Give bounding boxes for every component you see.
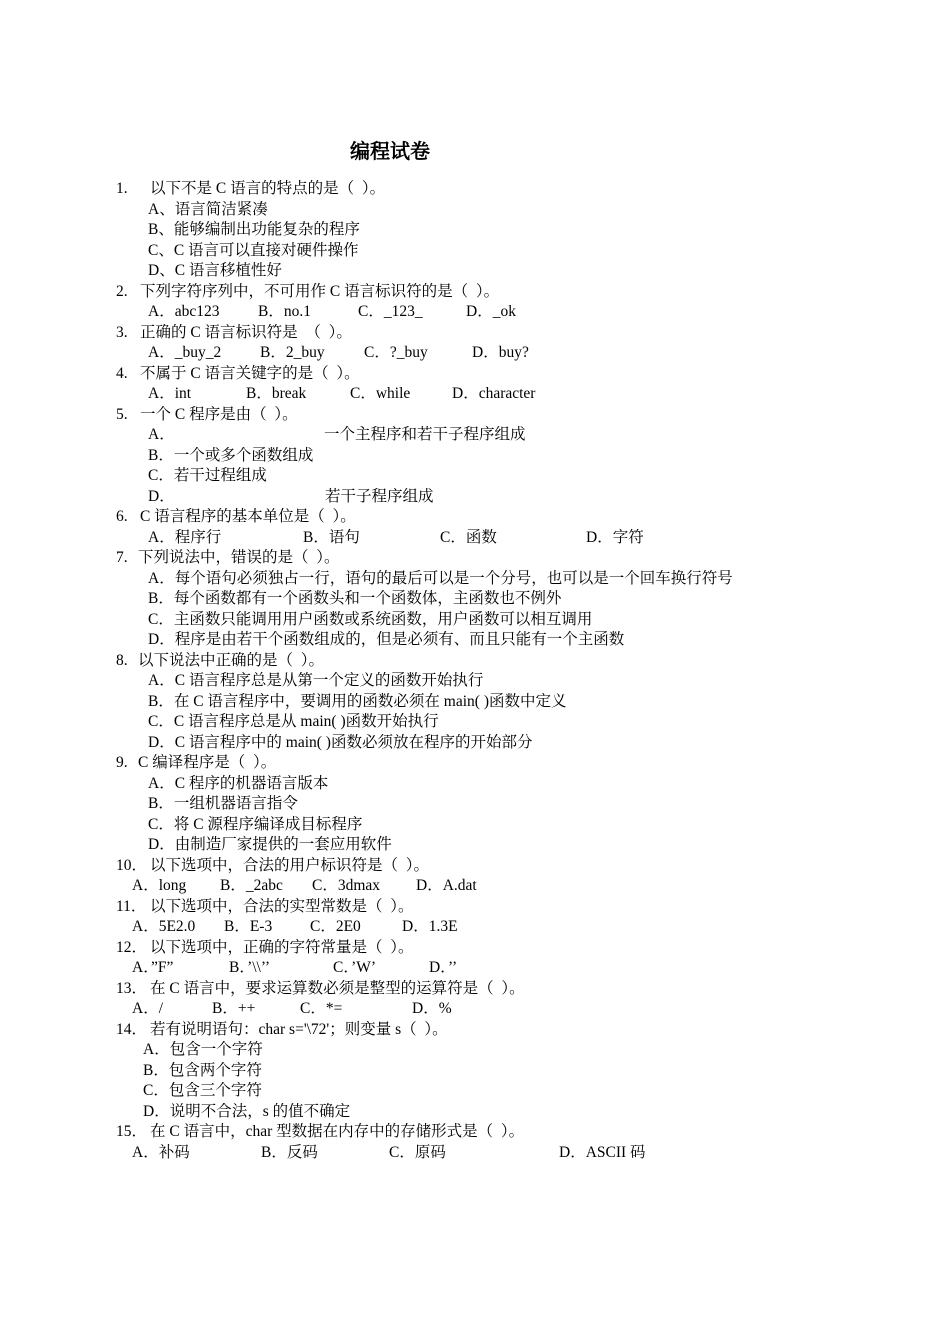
question-text: 以下选项中，正确的字符常量是（ ）。 — [150, 938, 414, 956]
option: C．’W’ — [333, 959, 377, 976]
options-row — [0, 999, 950, 1020]
option-line: D．由制造厂家提供的一套应用软件 — [148, 836, 392, 853]
option: C．_123_ — [358, 303, 423, 320]
option: D．’’ — [429, 959, 458, 976]
page-title: 编程试卷 — [350, 139, 430, 163]
option-line: C、C 语言可以直接对硬件操作 — [148, 241, 359, 259]
question-number: 6. — [116, 508, 128, 525]
option-text: 一个主程序和若干子程序组成 — [324, 426, 526, 443]
question-4 — [0, 364, 950, 385]
option-line: B、能够编制出功能复杂的程序 — [148, 221, 360, 238]
question-15 — [0, 1122, 950, 1143]
option: A．补码 — [132, 1143, 190, 1161]
question-6 — [0, 507, 950, 528]
options-row — [0, 876, 950, 897]
option-line: B．在 C 语言程序中，要调用的函数必须在 main( )函数中定义 — [148, 692, 567, 710]
option-line: B．包含两个字符 — [143, 1061, 262, 1079]
question-number: 9. — [116, 754, 128, 771]
options-row — [0, 528, 950, 549]
options-row — [0, 384, 950, 405]
option-line: D．说明不合法，s 的值不确定 — [143, 1102, 351, 1120]
question-9 — [0, 753, 950, 774]
question-text: 以下说法中正确的是（ ）。 — [138, 651, 325, 669]
question-7 — [0, 548, 950, 569]
options-row — [0, 958, 950, 979]
option: D．A.dat — [416, 877, 477, 894]
question-5 — [0, 405, 950, 426]
option: A．5E2.0 — [132, 918, 196, 935]
question-text: 在 C 语言中，要求运算数必须是整型的运算符是（ ）。 — [150, 979, 525, 997]
question-number: 12． — [116, 938, 148, 956]
option: B．语句 — [303, 528, 360, 546]
question-text: 不属于 C 语言关键字的是（ ）。 — [140, 364, 360, 382]
option: A．long — [132, 877, 187, 894]
question-text: 正确的 C 语言标识符是 （ ）。 — [140, 323, 352, 341]
question-8 — [0, 651, 950, 672]
question-text: C 编译程序是（ ）。 — [138, 754, 277, 771]
options-row — [0, 1143, 950, 1164]
option-line: A．包含一个字符 — [143, 1041, 263, 1058]
option: D．1.3E — [402, 918, 458, 935]
option: C．3dmax — [312, 877, 381, 894]
question-number: 4. — [116, 364, 128, 382]
option: A．_buy_2 — [148, 344, 222, 361]
option-line: A．每个语句必须独占一行，语句的最后可以是一个分号，也可以是一个回车换行符号 — [148, 569, 733, 587]
question-12 — [0, 938, 950, 959]
question-number: 5. — [116, 405, 128, 423]
option-line: A、语言简洁紧凑 — [148, 200, 268, 218]
option-line: C．若干过程组成 — [148, 467, 267, 484]
option: C．原码 — [389, 1143, 446, 1161]
question-number: 11． — [116, 897, 147, 915]
option-line: C．主函数只能调用用户函数或系统函数，用户函数可以相互调用 — [148, 610, 593, 628]
question-number: 13． — [116, 979, 148, 997]
option: B．’\\’’ — [229, 959, 271, 976]
option-line: A．C 语言程序总是从第一个定义的函数开始执行 — [148, 672, 484, 689]
question-number: 7. — [116, 549, 128, 566]
question-number: 14． — [116, 1020, 148, 1038]
option: D．字符 — [586, 528, 644, 546]
option: D．buy? — [472, 344, 529, 361]
question-number: 2. — [116, 282, 128, 300]
options-row — [0, 343, 950, 364]
question-1 — [0, 179, 950, 200]
option: D．% — [412, 1000, 452, 1017]
option: B．no.1 — [258, 303, 311, 320]
option-line: C．C 语言程序总是从 main( )函数开始执行 — [148, 713, 439, 730]
option-line: C．包含三个字符 — [143, 1082, 262, 1099]
option: C．?_buy — [364, 344, 428, 361]
question-2 — [0, 282, 950, 303]
option: A．/ — [132, 1000, 164, 1017]
option: C．2E0 — [310, 918, 361, 935]
option: B．反码 — [261, 1143, 318, 1161]
options-row — [0, 302, 950, 323]
option-line: D．程序是由若干个函数组成的，但是必须有、而且只能有一个主函数 — [148, 631, 625, 648]
question-text: 下列字符序列中，不可用作 C 语言标识符的是（ ）。 — [140, 282, 500, 300]
option: C．*= — [300, 1000, 343, 1017]
question-number: 8. — [116, 651, 128, 669]
options-row — [0, 487, 950, 508]
question-text: 在 C 语言中，char 型数据在内存中的存储形式是（ ）。 — [150, 1123, 525, 1140]
question-text: 下列说法中，错误的是（ ）。 — [138, 549, 340, 566]
option-line: B．一个或多个函数组成 — [148, 446, 314, 464]
option: A．abc123 — [148, 303, 220, 320]
question-13 — [0, 979, 950, 1000]
question-14 — [0, 1020, 950, 1041]
option-line: C．将 C 源程序编译成目标程序 — [148, 815, 363, 833]
question-3 — [0, 323, 950, 344]
option-label: D． — [148, 487, 175, 505]
option: A．”F” — [132, 959, 174, 976]
question-list — [0, 179, 950, 1163]
option: C．函数 — [440, 528, 497, 546]
option: C．while — [350, 385, 411, 402]
question-text: 一个 C 程序是由（ ）。 — [140, 405, 298, 423]
option-line: D、C 语言移植性好 — [148, 262, 282, 279]
option: D．_ok — [466, 303, 516, 320]
option: D．ASCII 码 — [559, 1143, 646, 1161]
option-line: D．C 语言程序中的 main( )函数必须放在程序的开始部分 — [148, 733, 533, 751]
question-number: 10． — [116, 856, 148, 874]
option: B．++ — [212, 1000, 256, 1017]
options-row — [0, 425, 950, 446]
option: B．_2abc — [220, 877, 283, 894]
question-number: 3. — [116, 323, 128, 341]
question-number: 15． — [116, 1123, 148, 1140]
question-text: 以下不是 C 语言的特点的是（ ）。 — [150, 180, 386, 197]
option: A．int — [148, 385, 192, 402]
question-number: 1. — [116, 180, 128, 197]
question-text: 以下选项中，合法的实型常数是（ ）。 — [150, 897, 414, 915]
option-label: A． — [148, 426, 175, 443]
option: B．break — [246, 385, 307, 402]
options-row — [0, 917, 950, 938]
option-line: B．每个函数都有一个函数头和一个函数体，主函数也不例外 — [148, 590, 562, 607]
option: B．E-3 — [224, 918, 273, 935]
option: B．2_buy — [260, 344, 325, 361]
option-line: A．C 程序的机器语言版本 — [148, 774, 329, 792]
question-text: 若有说明语句：char s='\72'；则变量 s（ ）。 — [150, 1020, 448, 1038]
question-text: C 语言程序的基本单位是（ ）。 — [140, 508, 356, 525]
question-11 — [0, 897, 950, 918]
option: D．character — [452, 385, 536, 402]
question-10 — [0, 856, 950, 877]
option-line: B．一组机器语言指令 — [148, 795, 298, 812]
option: A．程序行 — [148, 528, 222, 546]
option-text: 若干子程序组成 — [325, 487, 434, 505]
question-text: 以下选项中，合法的用户标识符是（ ）。 — [150, 856, 430, 874]
